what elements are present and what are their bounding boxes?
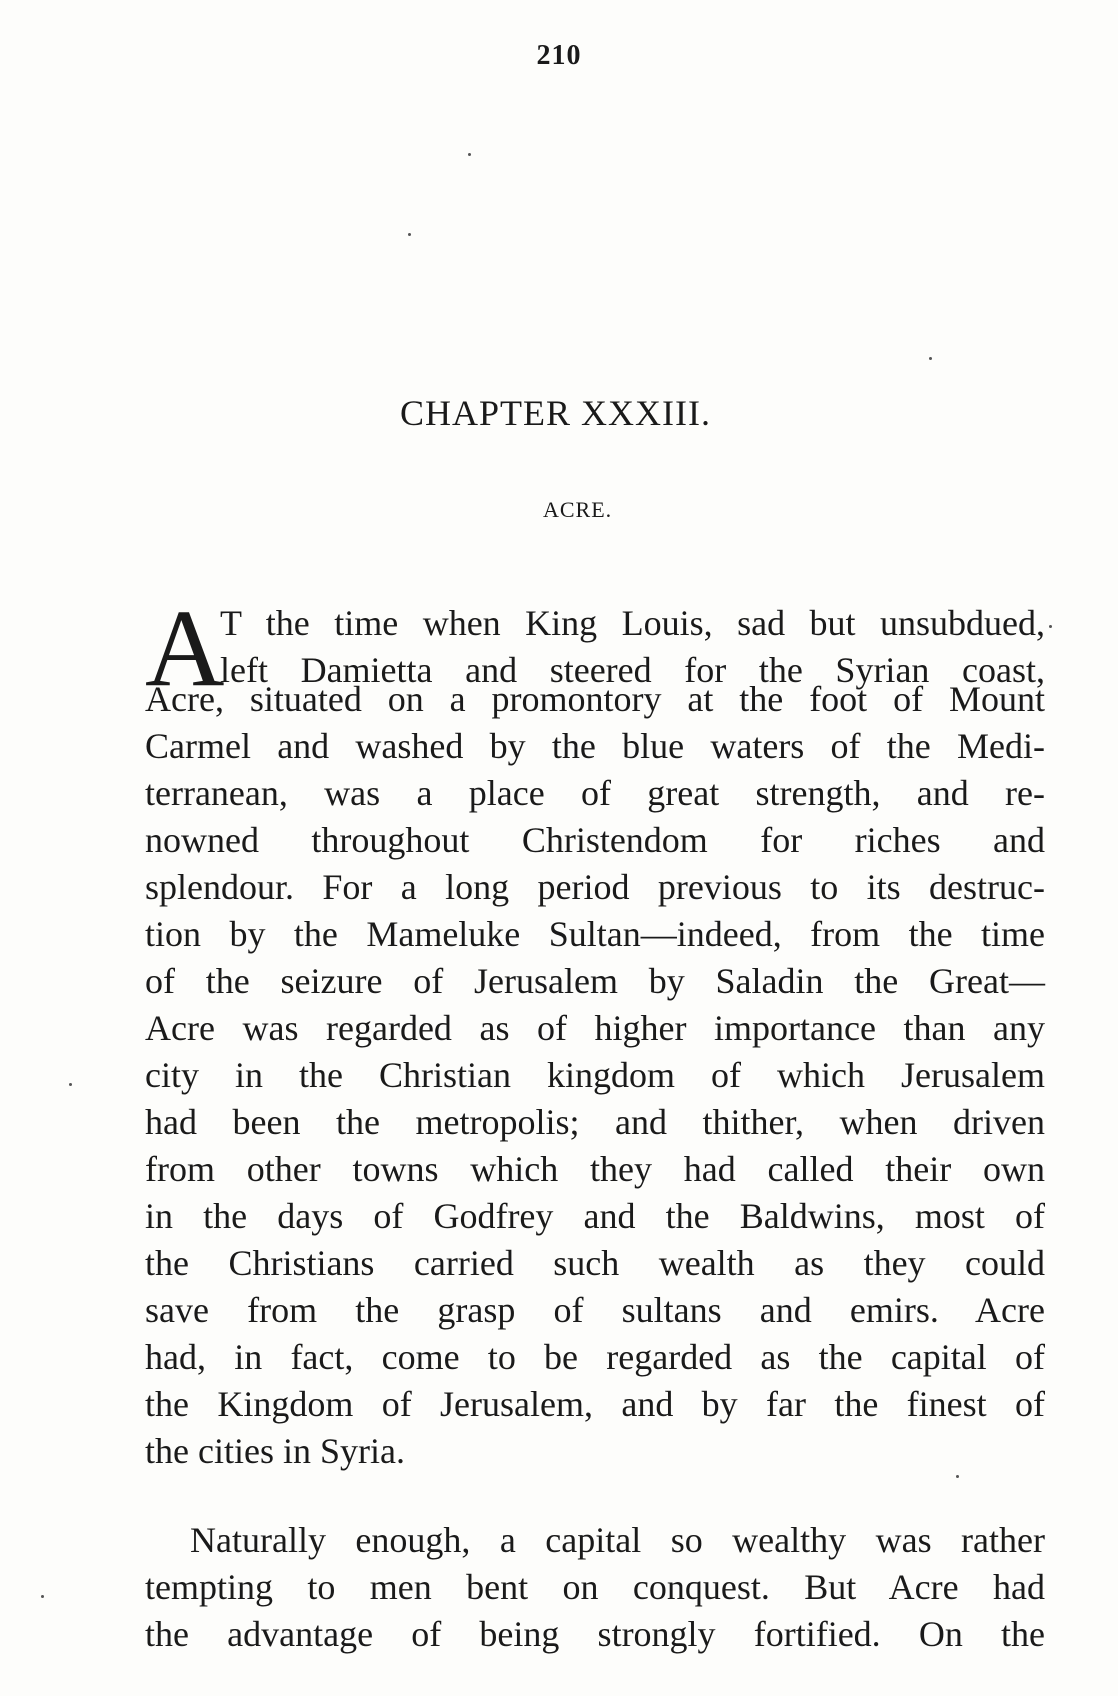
chapter-title: CHAPTER XXXIII.: [400, 393, 711, 433]
text-line: Carmel and washed by the blue waters of the Medi-: [145, 726, 1045, 766]
text-line: the advantage of being strongly fortified. On the: [145, 1614, 1045, 1654]
text-line: tion by the Mameluke Sultan—indeed, from the time: [145, 914, 1045, 954]
text-line: in the days of Godfrey and the Baldwins, most of: [145, 1196, 1045, 1236]
text-line: terranean, was a place of great strength, and re-: [145, 773, 1045, 813]
text-line: T the time when King Louis, sad but unsubdued,: [220, 603, 1045, 643]
text-line: Acre, situated on a promontory at the foot of Mount: [145, 679, 1045, 719]
text-line: city in the Christian kingdom of which Jerusalem: [145, 1055, 1045, 1095]
paragraph-2: [145, 1517, 1045, 1658]
paper-speck: [929, 357, 932, 360]
paper-speck: [41, 1595, 44, 1598]
text-line: left Damietta and steered for the Syrian coast,: [220, 650, 1045, 690]
paper-speck: [468, 153, 471, 156]
text-line: splendour. For a long period previous to its destruc-: [145, 867, 1045, 907]
chapter-subtitle: ACRE.: [543, 497, 613, 522]
text-line: the cities in Syria.: [145, 1431, 405, 1471]
text-line: had, in fact, come to be regarded as the capital of: [145, 1337, 1045, 1377]
text-line: tempting to men bent on conquest. But Acre had: [145, 1567, 1045, 1607]
text-line: nowned throughout Christendom for riches and: [145, 820, 1045, 860]
drop-cap: A: [145, 587, 225, 709]
text-line: the Kingdom of Jerusalem, and by far the finest of: [145, 1384, 1045, 1424]
paragraph-1-body: [145, 629, 1045, 1475]
paper-speck: [956, 1475, 959, 1478]
paper-speck: [1049, 625, 1052, 628]
paper-speck: [69, 1083, 72, 1086]
text-line: Naturally enough, a capital so wealthy was rather: [190, 1520, 1045, 1560]
paper-speck: [408, 233, 411, 236]
text-line: the Christians carried such wealth as they could: [145, 1243, 1045, 1283]
text-line: had been the metropolis; and thither, when driven: [145, 1102, 1045, 1142]
page-number: 210: [536, 40, 582, 71]
text-line: from other towns which they had called their own: [145, 1149, 1045, 1189]
text-line: save from the grasp of sultans and emirs. Acre: [145, 1290, 1045, 1330]
text-line: Acre was regarded as of higher importance than any: [145, 1008, 1045, 1048]
text-line: of the seizure of Jerusalem by Saladin the Great—: [145, 961, 1045, 1001]
